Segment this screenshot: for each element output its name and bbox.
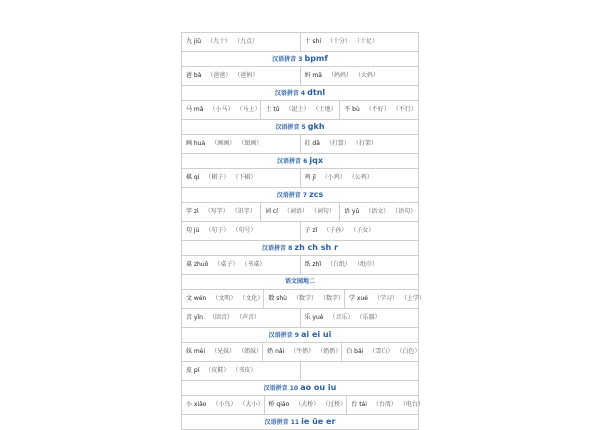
character-pinyin: 句 jù <box>186 227 200 234</box>
table-cell <box>182 222 300 240</box>
example-word: （土地） <box>315 106 337 113</box>
section-title <box>182 86 418 100</box>
example-word: （书皮） <box>235 367 257 374</box>
table-cell <box>182 256 300 274</box>
table-row <box>181 362 419 381</box>
example-word: （十分） <box>327 38 352 45</box>
section-header <box>181 381 419 396</box>
character-pinyin: 马 mǎ <box>186 106 204 113</box>
character-pinyin: 小 xiǎo <box>186 401 207 408</box>
example-word: （纸巾） <box>357 261 379 268</box>
section-header <box>181 241 419 256</box>
section-title <box>182 188 418 202</box>
section-header <box>181 275 419 290</box>
table-cell <box>339 203 418 221</box>
section-pinyin: ie üe er <box>301 417 336 426</box>
example-word: （词句） <box>313 208 335 215</box>
section-title <box>182 328 418 342</box>
section-title <box>182 241 418 255</box>
example-word: （棋子） <box>205 174 230 181</box>
table-cell <box>300 169 419 187</box>
section-title <box>182 275 418 289</box>
table-cell <box>182 290 263 308</box>
table-cell <box>300 256 419 274</box>
example-word: （文明） <box>212 295 237 302</box>
character-pinyin: 学 xué <box>349 295 368 302</box>
section-header <box>181 120 419 135</box>
character-pinyin: 打 dǎ <box>304 140 320 147</box>
example-word: （雪白） <box>369 348 394 355</box>
character-pinyin: 鸡 jī <box>304 174 316 181</box>
example-word: （图画） <box>241 140 263 147</box>
table-cell <box>182 135 300 153</box>
section-pinyin: zcs <box>309 190 324 199</box>
character-pinyin: 桥 qiáo <box>268 401 290 408</box>
example-word: （语句） <box>395 208 417 215</box>
example-word: （台湾） <box>372 401 397 408</box>
example-word: （小鸟） <box>212 401 237 408</box>
example-word: （乐器） <box>359 314 381 321</box>
example-word: （白色） <box>399 348 421 355</box>
character-pinyin: 数 shù <box>268 295 287 302</box>
section-pinyin: gkh <box>307 122 325 131</box>
table-cell <box>341 343 420 361</box>
character-pinyin: 词 cí <box>265 208 278 215</box>
example-word: （文化） <box>242 295 264 302</box>
table-cell <box>182 203 260 221</box>
section-header <box>181 52 419 67</box>
section-label: 汉语拼音 7 <box>276 192 307 199</box>
table-row <box>181 396 424 415</box>
example-word: （公鸡） <box>351 174 373 181</box>
section-label: 汉语拼音 11 <box>264 419 300 426</box>
example-word: （回音） <box>208 314 233 321</box>
section-pinyin: dtnl <box>307 88 326 97</box>
character-pinyin: 不 bù <box>344 106 360 113</box>
character-pinyin: 奶 nǎi <box>267 348 285 355</box>
character-pinyin: 爸 bà <box>186 72 202 79</box>
section-header <box>181 86 419 101</box>
character-pinyin: 台 tái <box>351 401 367 408</box>
character-pinyin: 妈 mā <box>304 72 322 79</box>
table-cell <box>300 222 419 240</box>
section-pinyin: zh ch sh r <box>294 243 338 252</box>
table-cell <box>262 343 341 361</box>
example-word: （数学） <box>292 295 317 302</box>
example-word: （妈妈） <box>327 72 352 79</box>
table-cell <box>182 169 300 187</box>
section-title <box>182 52 418 66</box>
example-word: （学习） <box>373 295 398 302</box>
section-label: 汉语拼音 8 <box>262 245 293 252</box>
example-word: （画画） <box>211 140 236 147</box>
character-pinyin: 九 jiǔ <box>186 38 202 45</box>
example-word: （爸爸） <box>207 72 232 79</box>
section-header <box>181 188 419 203</box>
example-word: （泥土） <box>285 106 310 113</box>
table-row <box>181 309 419 328</box>
section-header <box>181 328 419 343</box>
character-pinyin: 文 wén <box>186 295 207 302</box>
character-pinyin: 音 yīn <box>186 314 203 321</box>
section-label: 汉语拼音 5 <box>275 124 306 131</box>
example-word: （书桌） <box>244 261 266 268</box>
table-cell <box>182 33 300 51</box>
table-row <box>181 203 419 222</box>
example-word: （奶奶） <box>320 348 342 355</box>
example-word: （打算） <box>325 140 350 147</box>
example-word: （皮鞋） <box>205 367 230 374</box>
example-word: （九点） <box>237 38 259 45</box>
example-word: （九十） <box>207 38 232 45</box>
example-word: （音乐） <box>329 314 354 321</box>
example-word: （不行） <box>395 106 417 113</box>
table-cell <box>182 362 300 380</box>
example-word: （子孙） <box>323 227 348 234</box>
table-cell <box>264 396 347 414</box>
example-word: （白纸） <box>327 261 352 268</box>
example-word: （不好） <box>365 106 390 113</box>
table-row <box>181 169 419 188</box>
section-title <box>182 120 418 134</box>
example-word: （小马） <box>209 106 234 113</box>
example-word: （识字） <box>234 208 256 215</box>
table-row <box>181 32 419 52</box>
table-cell <box>260 203 339 221</box>
vocabulary-table <box>181 32 425 430</box>
example-word: （打架） <box>355 140 377 147</box>
table-cell <box>182 343 262 361</box>
example-word: （数字） <box>323 295 345 302</box>
section-header <box>181 415 419 430</box>
example-word: （牛奶） <box>290 348 315 355</box>
example-word: （句子） <box>205 227 230 234</box>
character-pinyin: 皮 pí <box>186 367 200 374</box>
section-pinyin: bpmf <box>304 54 328 63</box>
section-title <box>182 154 418 168</box>
table-cell <box>260 101 339 119</box>
table-row <box>181 101 419 120</box>
table-cell <box>182 396 264 414</box>
section-header <box>181 154 419 169</box>
table-cell <box>182 101 260 119</box>
section-label: 汉语拼音 6 <box>277 158 308 165</box>
example-word: （语文） <box>365 208 390 215</box>
table-cell <box>300 67 419 85</box>
example-word: （姐妹） <box>241 348 263 355</box>
character-pinyin: 桌 zhuō <box>186 261 209 268</box>
character-pinyin: 画 huà <box>186 140 206 147</box>
example-word: （句号） <box>235 227 257 234</box>
table-cell <box>300 135 419 153</box>
section-label: 语文园地二 <box>284 278 315 285</box>
character-pinyin: 土 tǔ <box>265 106 280 113</box>
section-pinyin: ao ou iu <box>300 383 337 392</box>
table-row <box>181 343 419 362</box>
example-word: （小鸡） <box>321 174 346 181</box>
example-word: （过桥） <box>325 401 347 408</box>
section-pinyin: ai ei ui <box>301 330 332 339</box>
table-cell <box>182 67 300 85</box>
example-word: （电台） <box>402 401 424 408</box>
table-row <box>181 222 419 241</box>
section-title <box>182 415 418 429</box>
table-cell <box>344 290 425 308</box>
character-pinyin: 棋 qí <box>186 174 200 181</box>
table-row <box>181 67 419 86</box>
table-cell <box>300 309 419 327</box>
character-pinyin: 语 yǔ <box>344 208 360 215</box>
character-pinyin: 白 bái <box>346 348 364 355</box>
example-word: （爸妈） <box>237 72 259 79</box>
section-title <box>182 381 418 395</box>
example-word: （大桥） <box>295 401 320 408</box>
example-word: （兄妹） <box>211 348 236 355</box>
example-word: （大小） <box>242 401 264 408</box>
character-pinyin: 纸 zhǐ <box>304 261 322 268</box>
table-row <box>181 135 419 154</box>
table-cell <box>263 290 344 308</box>
table-row <box>181 256 419 275</box>
table-cell <box>339 101 418 119</box>
example-word: （大妈） <box>357 72 379 79</box>
example-word: （十足） <box>357 38 379 45</box>
example-word: （桌子） <box>214 261 239 268</box>
example-word: （下棋） <box>235 174 257 181</box>
section-pinyin: jqx <box>309 156 323 165</box>
character-pinyin: 子 zǐ <box>304 227 318 234</box>
section-label: 汉语拼音 4 <box>274 90 306 97</box>
character-pinyin: 字 zì <box>186 208 199 215</box>
table-cell <box>300 362 419 380</box>
section-label: 汉语拼音 3 <box>272 56 303 63</box>
example-word: （写字） <box>204 208 229 215</box>
example-word: （声音） <box>238 314 260 321</box>
example-word: （马上） <box>239 106 261 113</box>
character-pinyin: 乐 yuè <box>304 314 324 321</box>
example-word: （词语） <box>283 208 308 215</box>
table-cell <box>300 33 419 51</box>
character-pinyin: 十 shí <box>304 38 322 45</box>
character-pinyin: 妹 mèi <box>186 348 206 355</box>
example-word: （上学） <box>403 295 425 302</box>
example-word: （子女） <box>353 227 375 234</box>
table-row <box>181 290 425 309</box>
table-cell <box>182 309 300 327</box>
section-label: 汉语拼音 9 <box>268 332 299 339</box>
table-cell <box>346 396 424 414</box>
section-label: 汉语拼音 10 <box>263 385 299 392</box>
